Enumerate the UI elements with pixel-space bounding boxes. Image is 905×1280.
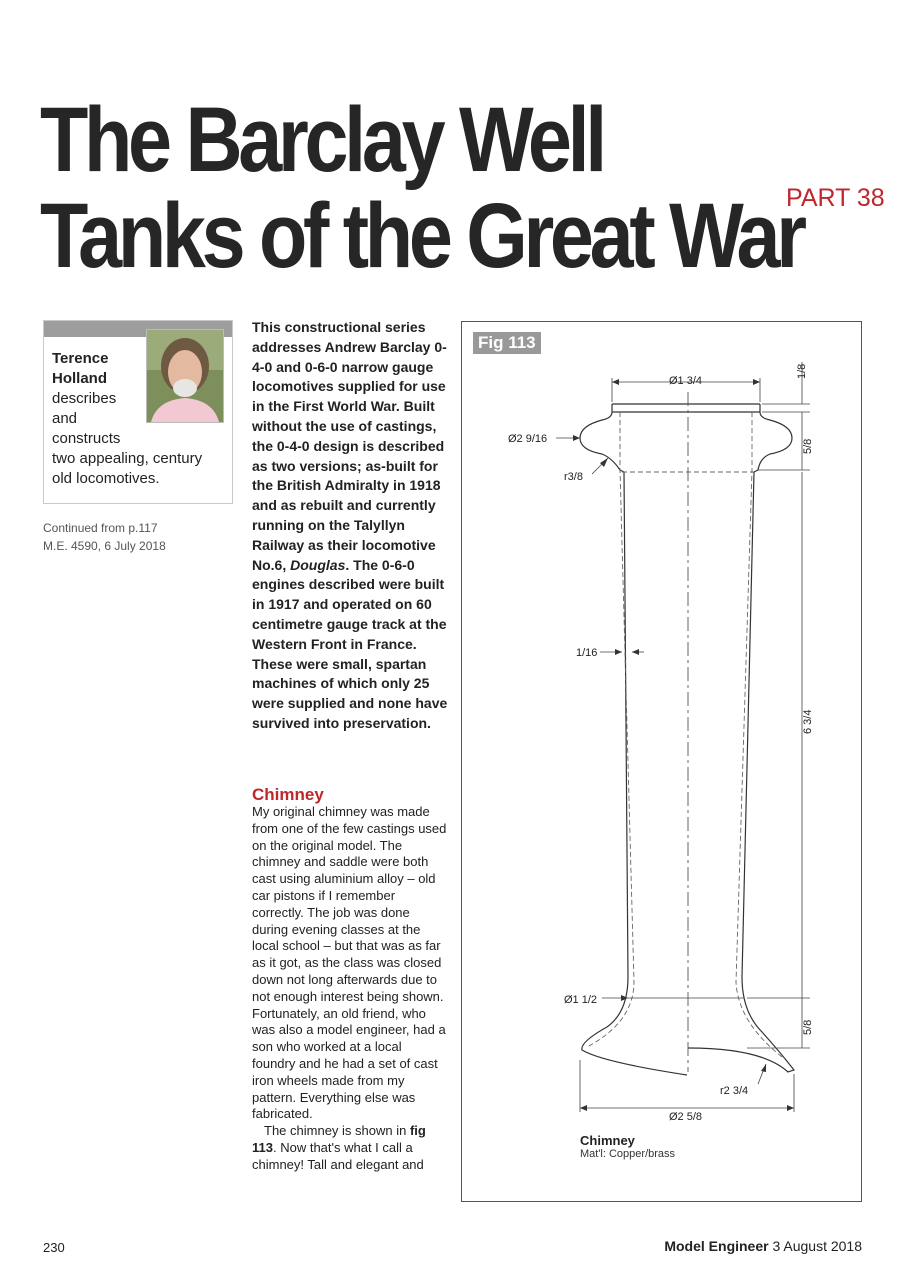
figure-caption — [580, 1133, 675, 1160]
chimney-outline-right — [688, 404, 794, 1072]
dim-body-height: 6 3/4 — [802, 709, 814, 734]
chimney-body — [252, 804, 448, 1174]
figure-113 — [461, 321, 862, 1202]
continued-issue: M.E. 4590, 6 July 2018 — [43, 539, 166, 553]
continued-from: Continued from p.117 — [43, 521, 158, 535]
chimney-paragraph-2 — [252, 1123, 448, 1173]
dim-base-radius: r2 3/4 — [720, 1085, 749, 1097]
part-number: PART 38 — [786, 184, 885, 212]
article-title — [40, 89, 803, 287]
author-text — [52, 349, 222, 489]
figure-label: Fig 113 — [473, 332, 541, 354]
author-box — [43, 320, 233, 504]
dim-rim-radius: r3/8 — [564, 471, 583, 483]
intro-paragraph — [252, 318, 448, 734]
chimney-drawing — [462, 322, 861, 1201]
section-heading-chimney: Chimney — [252, 785, 324, 804]
intro-loco-name: Douglas — [290, 556, 346, 573]
dim-base-neck-diameter: Ø1 1/2 — [564, 994, 598, 1006]
dim-base-diameter: Ø2 5/8 — [669, 1111, 703, 1123]
intro-text-2: . The 0-6-0 engines described were built in 1917 and operated on 60 centimetre gauge track at the Western Front in France. These were small, spartan machines of which only 25 were supplied and none have survived into preservation. — [252, 556, 448, 731]
continued-note — [43, 519, 166, 555]
dim-rim-height: 5/8 — [802, 438, 814, 454]
page-number: 230 — [43, 1240, 65, 1255]
dim-wall-thickness: 1/16 — [576, 647, 598, 659]
chimney-paragraph-1: My original chimney was made from one of the few castings used on the original model. The chimney and saddle were both cast using aluminium alloy – old car pistons if I remember correctly. The job was done during evening classes at the local school – but that was as far as it got, as the class was closed down not long afterwards due to not enough interest being shown. Fortunately, an old friend, who was also a model engineer, had a son who worked at a local foundry and he had a set of cast iron wheels made from my pattern. Everything else was fabricated. — [252, 804, 447, 1122]
footer-publication — [664, 1238, 862, 1254]
p2-end: . Now that's what I call a chimney! Tall and elegant and — [252, 1139, 424, 1172]
caption-title: Chimney — [580, 1133, 635, 1148]
dim-rim-diameter: Ø2 9/16 — [508, 433, 548, 445]
figure-reference: fig 113 — [252, 1123, 426, 1155]
title-line-2: Tanks of the Great War — [40, 185, 803, 287]
author-description: describes and constructs two appealing, century old locomotives. — [52, 390, 203, 487]
author-name: Terence Holland — [52, 350, 109, 387]
title-line-1: The Barclay Well — [40, 89, 603, 191]
dim-base-height: 5/8 — [802, 1019, 814, 1035]
dim-top-diameter: Ø1 3/4 — [669, 375, 703, 387]
caption-material: Mat'l: Copper/brass — [580, 1148, 676, 1160]
p2-start: The chimney is shown in — [264, 1123, 410, 1139]
issue-date: 3 August 2018 — [772, 1238, 862, 1254]
magazine-name: Model Engineer — [664, 1238, 769, 1254]
dim-top-height: 1/8 — [796, 363, 808, 379]
intro-text-1: This constructional series addresses Andrew Barclay 0-4-0 and 0-6-0 narrow gauge locomotives supplied for use in the First World War. Built without the use of castings, the 0-4-0 design is described as two versions; as-built for the British Admiralty in 1918 and as rebuilt and currently running on the Talyllyn Railway as their locomotive No.6, — [252, 319, 447, 573]
